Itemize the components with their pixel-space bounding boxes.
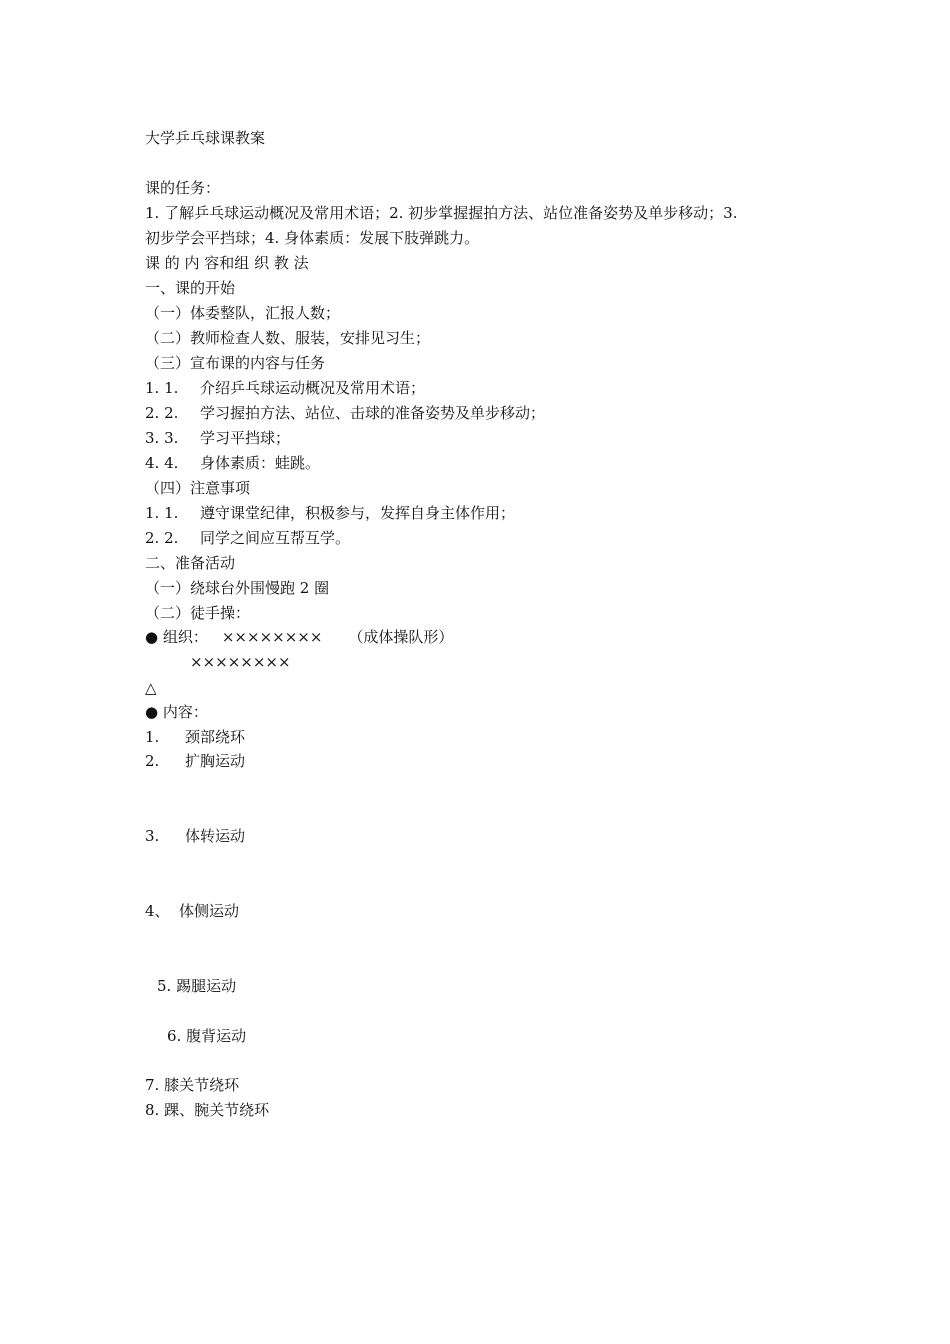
notice-list-number: 2. 2.	[145, 529, 179, 547]
task-list-number: 1. 1.	[145, 379, 179, 397]
exercise-text: 扩胸运动	[185, 752, 246, 770]
task-list-text: 介绍乒乓球运动概况及常用术语；	[200, 379, 426, 397]
section-1-item-1: （一）体委整队，汇报人数；	[145, 304, 341, 322]
exercise-number: 3.	[145, 827, 160, 845]
exercise-number: 1.	[145, 728, 160, 746]
task-list-item	[145, 453, 320, 473]
teacher-position-mark: △	[145, 679, 157, 697]
organization-label: ● 组织：	[145, 628, 208, 646]
task-list-text: 学习平挡球；	[200, 429, 291, 447]
task-line-1: 1. 了解乒乓球运动概况及常用术语；2. 初步掌握握拍方法、站位准备姿势及单步移动；3.	[145, 204, 738, 222]
exercise-item	[145, 901, 239, 921]
exercise-item	[145, 826, 245, 846]
section-2-item-1: （一）绕球台外围慢跑 2 圈	[145, 579, 330, 597]
notice-list-text: 同学之间应互帮互学。	[200, 529, 351, 547]
task-line-2: 初步学会平挡球；4. 身体素质：发展下肢弹跳力。	[145, 229, 480, 247]
task-list-text: 身体素质：蛙跳。	[200, 454, 321, 472]
formation-row-1: ××××××××	[221, 628, 323, 646]
section-2-item-2: （二）徒手操：	[145, 604, 251, 622]
exercise-text: 体侧运动	[179, 902, 240, 920]
notice-heading: （四）注意事项	[145, 479, 251, 497]
task-list-number: 2. 2.	[145, 404, 179, 422]
notice-list-item	[145, 528, 350, 548]
notice-list-item	[145, 503, 515, 523]
exercise-item-5: 5. 踢腿运动	[157, 977, 237, 995]
task-list-number: 3. 3.	[145, 429, 179, 447]
section-1-item-2: （二）教师检查人数、服装，安排见习生；	[145, 329, 431, 347]
content-label: ● 内容：	[145, 703, 208, 721]
exercise-item	[145, 727, 245, 747]
section-2-heading: 二、准备活动	[145, 554, 236, 572]
task-heading: 课的任务：	[145, 179, 221, 197]
task-list-text: 学习握拍方法、站位、击球的准备姿势及单步移动；	[200, 404, 546, 422]
exercise-item-7: 7. 膝关节绕环	[145, 1076, 240, 1094]
exercise-text: 颈部绕环	[185, 728, 246, 746]
formation-row-2: ××××××××	[190, 653, 291, 671]
task-list-item	[145, 403, 545, 423]
exercise-item-6: 6. 腹背运动	[167, 1027, 247, 1045]
exercise-text: 体转运动	[185, 827, 246, 845]
section-1-heading: 一、课的开始	[145, 279, 236, 297]
exercise-item-8: 8. 踝、腕关节绕环	[145, 1101, 270, 1119]
section-1-item-3: （三）宣布课的内容与任务	[145, 354, 326, 372]
exercise-number: 2.	[145, 752, 160, 770]
formation-note: （成体操队形）	[348, 628, 454, 646]
task-list-number: 4. 4.	[145, 454, 179, 472]
exercise-number: 4、	[145, 902, 170, 920]
document-title: 大学乒乓球课教案	[145, 129, 266, 147]
content-heading: 课 的 内 容和组 织 教 法	[145, 254, 309, 272]
task-list-item	[145, 428, 290, 448]
organization-line	[145, 627, 453, 647]
notice-list-text: 遵守课堂纪律，积极参与，发挥自身主体作用；	[200, 504, 516, 522]
exercise-item	[145, 751, 245, 771]
task-list-item	[145, 378, 425, 398]
notice-list-number: 1. 1.	[145, 504, 179, 522]
